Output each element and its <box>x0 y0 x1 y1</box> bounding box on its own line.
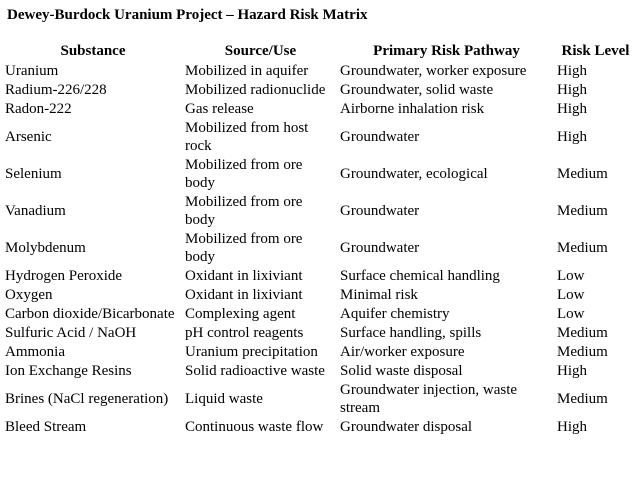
cell-risk-pathway: Aquifer chemistry <box>340 306 450 322</box>
cell-risk-level: Medium <box>557 203 608 219</box>
cell-risk-pathway: Groundwater <box>340 203 420 219</box>
table-row <box>3 192 636 229</box>
cell-source-use: Mobilized in aquifer <box>185 63 309 79</box>
cell-risk-level: Low <box>557 287 585 303</box>
cell-source-use: Mobilized radionuclide <box>185 82 326 98</box>
table-row <box>3 342 636 361</box>
cell-substance: Hydrogen Peroxide <box>5 268 123 284</box>
column-header-source-use: Source/Use <box>224 43 297 59</box>
cell-risk-pathway: Groundwater, solid waste <box>340 82 494 98</box>
cell-source-use: Mobilized from ore body <box>185 194 303 228</box>
table-row <box>3 304 636 323</box>
cell-substance: Radon-222 <box>5 101 72 117</box>
table-row <box>3 285 636 304</box>
cell-risk-level: High <box>557 63 587 79</box>
cell-risk-pathway: Groundwater <box>340 129 420 145</box>
column-header-primary-risk-pathway: Primary Risk Pathway <box>373 43 520 59</box>
table-row <box>3 155 636 192</box>
cell-risk-level: Medium <box>557 391 608 407</box>
cell-source-use: Mobilized from ore body <box>185 157 303 191</box>
cell-source-use: Mobilized from ore body <box>185 231 303 265</box>
cell-substance: Radium-226/228 <box>5 82 107 98</box>
cell-risk-level: Low <box>557 306 585 322</box>
cell-risk-pathway: Minimal risk <box>340 287 418 303</box>
table-row <box>3 417 636 436</box>
cell-source-use: Uranium precipitation <box>185 344 318 360</box>
cell-risk-pathway: Groundwater <box>340 240 420 256</box>
cell-substance: Brines (NaCl regeneration) <box>5 391 169 407</box>
column-header-risk-level: Risk Level <box>561 43 630 59</box>
table-row <box>3 266 636 285</box>
cell-risk-level: Low <box>557 268 585 284</box>
cell-substance: Carbon dioxide/Bicarbonate <box>5 306 175 322</box>
table-row <box>3 118 636 155</box>
cell-substance: Ion Exchange Resins <box>5 363 132 379</box>
cell-risk-level: Medium <box>557 344 608 360</box>
table-body <box>3 61 636 436</box>
cell-substance: Bleed Stream <box>5 419 87 435</box>
cell-risk-pathway: Groundwater, worker exposure <box>340 63 527 79</box>
cell-substance: Selenium <box>5 166 62 182</box>
cell-substance: Oxygen <box>5 287 53 303</box>
hazard-risk-matrix-table <box>3 41 636 436</box>
cell-source-use: Complexing agent <box>185 306 296 322</box>
cell-risk-level: Medium <box>557 166 608 182</box>
cell-source-use: Continuous waste flow <box>185 419 324 435</box>
cell-risk-level: High <box>557 419 587 435</box>
cell-source-use: Liquid waste <box>185 391 263 407</box>
cell-source-use: pH control reagents <box>185 325 304 341</box>
cell-risk-pathway: Groundwater disposal <box>340 419 473 435</box>
cell-risk-pathway: Surface chemical handling <box>340 268 500 284</box>
table-row <box>3 380 636 417</box>
cell-source-use: Solid radioactive waste <box>185 363 325 379</box>
column-header-substance: Substance <box>60 43 126 59</box>
cell-source-use: Oxidant in lixiviant <box>185 287 303 303</box>
table-row <box>3 99 636 118</box>
cell-risk-pathway: Air/worker exposure <box>340 344 465 360</box>
table-row <box>3 361 636 380</box>
cell-substance: Arsenic <box>5 129 52 145</box>
table-row <box>3 61 636 80</box>
cell-risk-pathway: Groundwater, ecological <box>340 166 488 182</box>
cell-source-use: Gas release <box>185 101 254 117</box>
cell-source-use: Oxidant in lixiviant <box>185 268 303 284</box>
cell-risk-pathway: Groundwater injection, waste stream <box>340 382 518 416</box>
cell-risk-pathway: Surface handling, spills <box>340 325 482 341</box>
table-row <box>3 323 636 342</box>
cell-risk-level: Medium <box>557 325 608 341</box>
table-row <box>3 80 636 99</box>
document-title: Dewey-Burdock Uranium Project – Hazard Risk Matrix <box>7 7 368 23</box>
header-row <box>3 41 636 61</box>
cell-risk-level: High <box>557 82 587 98</box>
cell-source-use: Mobilized from host rock <box>185 120 309 154</box>
cell-substance: Ammonia <box>5 344 65 360</box>
cell-substance: Vanadium <box>5 203 66 219</box>
cell-substance: Molybdenum <box>5 240 86 256</box>
cell-substance: Sulfuric Acid / NaOH <box>5 325 137 341</box>
cell-risk-level: High <box>557 101 587 117</box>
cell-risk-pathway: Airborne inhalation risk <box>340 101 485 117</box>
table-row <box>3 229 636 266</box>
cell-substance: Uranium <box>5 63 59 79</box>
cell-risk-level: Medium <box>557 240 608 256</box>
cell-risk-pathway: Solid waste disposal <box>340 363 463 379</box>
table-header <box>3 41 636 61</box>
cell-risk-level: High <box>557 363 587 379</box>
cell-risk-level: High <box>557 129 587 145</box>
